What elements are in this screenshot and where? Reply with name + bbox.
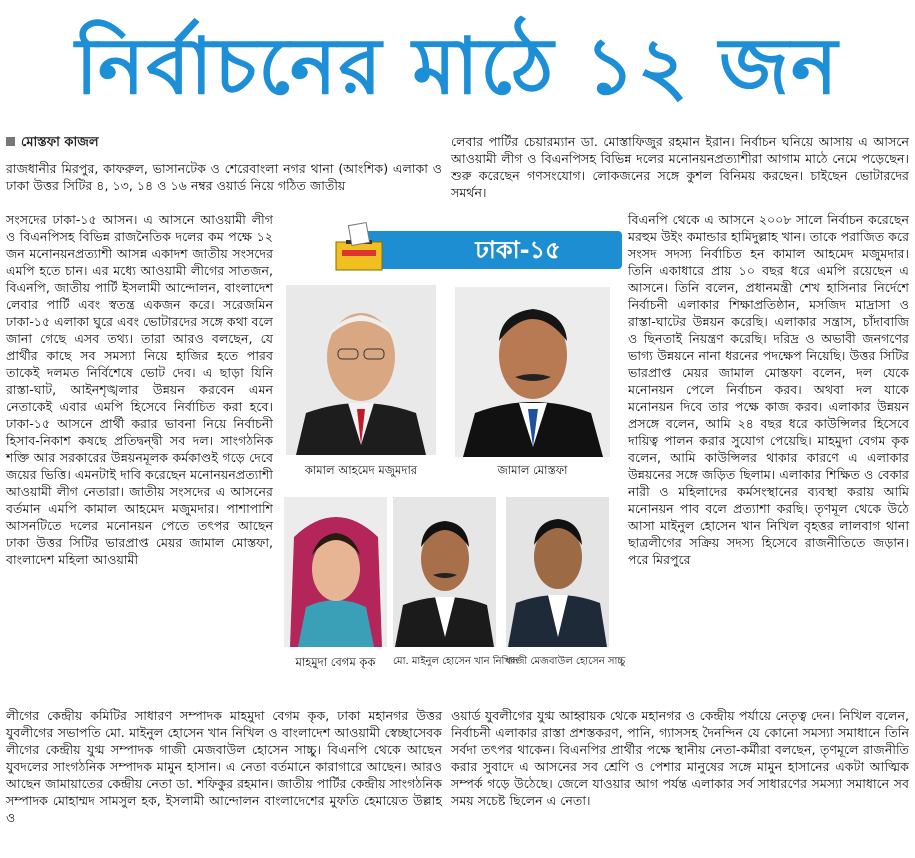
article-left-column: সংসদের ঢাকা-১৫ আসন। এ আসনে আওয়ামী লীগ ও বিএনপিসহ বিভিন্ন রাজনৈতিক দলের কম পক্ষে ১২ জন মনোনয়নপ্রত্যাশী আসন্ন একাদশ জাতীয় সংসদের এমপি হতে চান। এর মধ্যে আওয়ামী লীগের সাতজন, বিএনপি, জাতীয় পার্টি ইসলামী আন্দোলন, বাংলাদেশ লেবার পার্টি এবং স্বতন্ত্র একজন করে। সরেজমিন ঢাকা-১৫ এলাকা ঘুরে এবং ভোটারদের সঙ্গে কথা বলে জানা গেছে এসব তথ্য। তারা আরও বলছেন, যে প্রার্থীর কাছে সব সমস্যা নিয়ে হাজির হতে পারব তাকেই দলমত নির্বিশেষে ভোট দেব। এ ছাড়া যিনি রাস্তা-ঘাট, আইনশৃঙ্খলার উন্নয়ন করবেন এমন নেতাকেই এবার এমপি হিসেবে নির্বাচিত করা হবে। ঢাকা-১৫ আসনে প্রার্থী করার ভাবনা নিয়ে নির্বাচনী হিসাব-নিকাশ কষছে প্রতিদ্বন্দ্বী সব দল। সাংগঠনিক শক্তি আর সরকারের উন্নয়নমূলক কর্মকাণ্ডই গড়ে দেবে জয়ের ভিত্তি। এমনটাই দাবি করেছেন মনোনয়নপ্রত্যাশী আওয়ামী লীগ নেতারা। জাতীয় সংসদের এ আসনের বর্তমান এমপি কামাল আহমেদ মজুমদার। পাশাপাশি আসনটিতে দলের মনোনয়ন পেতে তৎপর আছেন ঢাকা উত্তর সিটির ভারপ্রাপ্ত মেয়র জামাল মোস্তফা, বাংলাদেশ মহিলা আওয়ামী (6, 212, 273, 567)
article-right-bottom: ওয়ার্ড যুবলীগের যুগ্ম আহ্বায়ক থেকে মহানগর ও কেন্দ্রীয় পর্যায়ে নেতৃত্ব দেন। নিখিল বলেন, নির্বাচনী এলাকার রাস্তা প্রশস্তকরণ, পানি, গ্যাসসহ দৈনন্দিন যে কোনো সমস্যা সমাধানে তিনি সর্বদা তৎপর থাকেন। বিএনপির প্রার্থীর পক্ষে স্থানীয় নেতা-কর্মীরা বলছেন, তৃণমূলে রাজনীতি করার সুবাদে এ আসনের সব শ্রেণি ও পেশার মানুষের সঙ্গে মামুন হাসানের একটা আত্মিক সম্পর্ক গড়ে উঠেছে। জেলে যাওয়ার আগ পর্যন্ত এলাকার সর্ব সাধারণের সমস্যা সমাধানে সব সময় সচেষ্ট ছিলেন এ নেতা। (451, 708, 909, 808)
byline-author: মোস্তফা কাজল (21, 135, 99, 150)
caption-mahmuda: মাহমুদা বেগম কৃক (295, 655, 376, 669)
photo-jamal (455, 287, 610, 457)
photo-mainul (393, 497, 496, 647)
photo-mahmuda (284, 497, 387, 647)
article-right-top: লেবার পার্টির চেয়ারম্যান ডা. মোস্তাফিজুর রহমান ইরান। নির্বাচন ঘনিয়ে আসায় এ আসনে আওয়ামী লীগ ও বিএনপিসহ বিভিন্ন দলের মনোনয়নপ্রত্যাশীরা আগাম মাঠে নেমে পড়েছেন। শুরু করেছেন গণসংযোগ। লোকজনের সঙ্গে কুশল বিনিময় করছেন। চাইছেন ভোটারদের সমর্থন। (451, 134, 909, 200)
byline-square-icon (6, 137, 15, 146)
ballot-box-icon (332, 222, 388, 274)
caption-mainul: মো. মাইনুল হোসেন খান নিখিল (393, 656, 519, 667)
caption-jamal: জামাল মোস্তফা (497, 463, 568, 477)
caption-gazi: গাজী মেজবাউল হোসেন সাচ্চু (506, 656, 626, 667)
headline: নির্বাচনের মাঠে ১২ জন (75, 22, 840, 112)
caption-kamal: কামাল আহমেদ মজুমদার (304, 463, 418, 477)
article-left-top: রাজধানীর মিরপুর, কাফরুল, ভাসানটেক ও শেরেবাংলা নগর থানা (আংশিক) এলাকা ও ঢাকা উত্তর সিটির ৪, ১৩, ১৪ ও ১৬ নম্বর ওয়ার্ড নিয়ে গঠিত জাতীয় (6, 161, 442, 193)
photo-kamal (286, 285, 436, 455)
constituency-title: ঢাকা-১৫ (475, 236, 561, 264)
photo-gazi (506, 497, 609, 647)
article-right-column: বিএনপি থেকে এ আসনে ২০০৮ সালে নির্বাচন করেছেন মরহুম উইং কমান্ডার হামিদুল্লাহ খান। তাকে পরাজিত করে সংসদ সদস্য নির্বাচিত হন কামাল আহমেদ মজুমদার। তিনি একাধারে প্রায় ১০ বছর ধরে এমপি রয়েছেন এ আসনে। তিনি বলেন, প্রধানমন্ত্রী শেখ হাসিনার নির্দেশে নির্বাচনী এলাকার শিক্ষাপ্রতিষ্ঠান, মসজিদ মাদ্রাসা ও রাস্তা-ঘাটের উন্নয়ন করেছি। এলাকার সন্ত্রাস, চাঁদাবাজি ও ছিনতাই নিয়ন্ত্রণ করেছি। দরিদ্র ও অভাবী জনগণের ভাগ্য উন্নয়নে নানা ধরনের পদক্ষেপ নিয়েছি। উত্তর সিটির ভারপ্রাপ্ত মেয়র জামাল মোস্তফা বলেন, দল যেকে মনোনয়ন পেলে নির্বাচন করব। অথবা দল যাকে মনোনয়ন দিবে তার পক্ষে কাজ করব। এলাকার উন্নয়ন প্রসঙ্গে বলেন, আমি ২৪ বছর ধরে কাউন্সিলর হিসেবে দায়িত্ব পালন করার সুযোগ পেয়েছি। মাহমুদা বেগম কৃক বলেন, আমি কাউন্সিলর থাকার কারণে এ এলাকার উন্নয়নের সঙ্গে জড়িত ছিলাম। এলাকার শিক্ষিত ও বেকার নারী ও মহিলাদের কর্মসংস্থানের ব্যবস্থা করায় আমি মনোনয়ন পাব বলে প্রত্যাশা করছি। তৃণমূল থেকে উঠে আসা মাইনুল হোসেন খান নিখিল বৃহত্তর লালবাগ থানা ছাত্রলীগের সক্রিয় সদস্য হিসেবে রাজনীতিতে জড়ান। পরে মিরপুরে (628, 212, 909, 567)
byline (6, 133, 99, 154)
article-left-bottom: লীগের কেন্দ্রীয় কমিটির সাধারণ সম্পাদক মাহমুদা বেগম কৃক, ঢাকা মহানগর উত্তর যুবলীগের সভাপতি মো. মাইনুল হোসেন খান নিখিল ও বাংলাদেশ আওয়ামী স্বেচ্ছাসেবক লীগের কেন্দ্রীয় যুগ্ম সম্পাদক গাজী মেজবাউল হোসেন সাচ্চু। বিএনপি থেকে আছেন যুবদলের সাংগঠনিক সম্পাদক মামুন হাসান। এ নেতা বর্তমানে কারাগারে আছেন। আরও আছেন জামায়াতের কেন্দ্রীয় নেতা ডা. শফিকুর রহমান। জাতীয় পার্টির কেন্দ্রীয় সাংগঠনিক সম্পাদক মোহাম্মদ সামসুল হক, ইসলামী আন্দোলন বাংলাদেশের মুফতি হেমায়েত উল্লাহ ও (6, 708, 442, 825)
